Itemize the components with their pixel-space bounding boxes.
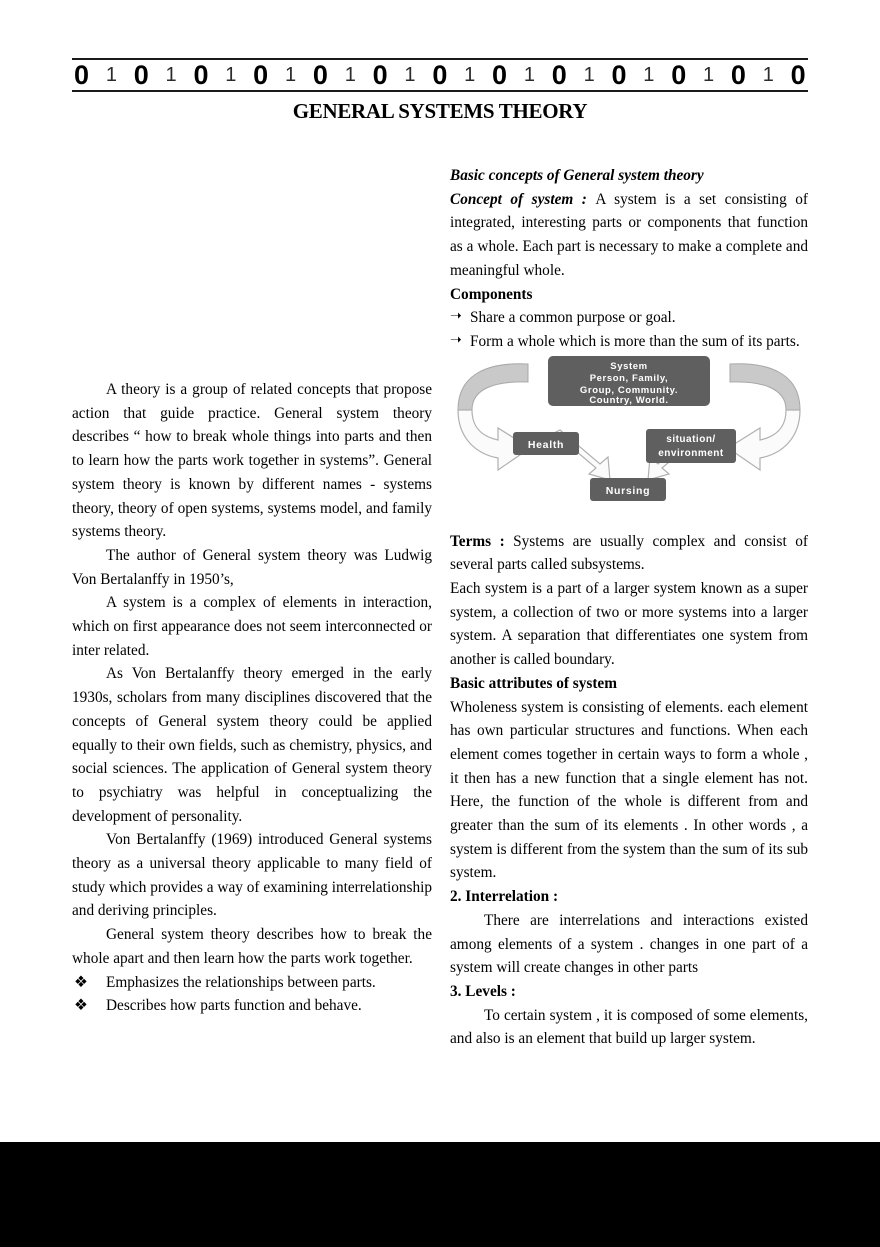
paragraph: To certain system , it is composed of some elements, and also is an element that build up larger system. <box>450 1006 808 1048</box>
paragraph: Wholeness system is consisting of elements. each element has own particular structures and functions. When each element comes together in certain ways to form a whole , it then has a new function that a single element has not. Here, the function of the whole is different from and greater than the sum of its elements . In other words , a system is different from the system than the sum of its sub system. <box>450 698 808 882</box>
bit-zero: 0 <box>730 59 746 90</box>
node-line: situation/ <box>666 434 716 445</box>
bit-zero: 0 <box>74 59 90 90</box>
left-column <box>72 378 432 1018</box>
bit-one: 1 <box>583 64 595 86</box>
diagram-node-health <box>513 432 579 455</box>
section-heading: Basic concepts of General system theory <box>450 167 704 184</box>
bit-zero: 0 <box>253 59 269 90</box>
paragraph: A system is a complex of elements in interaction, which on first appearance does not seem interconnected or inter related. <box>72 594 432 659</box>
node-line: Country, World. <box>589 395 669 406</box>
bit-zero: 0 <box>790 59 806 90</box>
bit-one: 1 <box>344 64 356 86</box>
list-item <box>72 994 432 1018</box>
bit-zero: 0 <box>312 59 328 90</box>
paragraph: A theory is a group of related concepts that propose action that guide practice. General system theory describes “ how to break whole things into parts and then to learn how the parts work together in systems”. General system theory is known by different names - systems theory, theory of open systems, systems model, and family systems theory. <box>72 381 432 541</box>
bit-zero: 0 <box>193 59 209 90</box>
paragraph: There are interrelations and interactions existed among elements of a system . changes in one part of a system will create changes in other parts <box>450 911 808 977</box>
terms-label: Terms : <box>450 532 514 550</box>
bit-one: 1 <box>225 64 237 86</box>
bit-one: 1 <box>762 64 774 86</box>
list-item-label: Form a whole which is more than the sum of its parts. <box>470 332 800 350</box>
bit-zero: 0 <box>372 59 388 90</box>
paragraph: As Von Bertalanffy theory emerged in the early 1930s, scholars from many disciplines discovered that the concepts of General system theory could be applied equally to their own fields, such as chemistry, physics, and social sciences. The application of General system theory to psychiatry was helpful in conceptualizing the development of personality. <box>72 665 432 825</box>
node-line: System <box>610 361 648 372</box>
bit-zero: 0 <box>671 59 687 90</box>
left-bullet-list <box>72 971 432 1018</box>
concept-paragraph <box>450 188 808 283</box>
levels-heading: 3. Levels : <box>450 982 516 1000</box>
page-title: GENERAL SYSTEMS THEORY <box>292 99 588 123</box>
bit-zero: 0 <box>133 59 149 90</box>
diagram-node-system <box>548 356 710 406</box>
bit-one: 1 <box>404 64 416 86</box>
paragraph: Von Bertalanffy (1969) introduced General systems theory as a universal theory applicable to many field of study which provides a way of examining interrelationship and deriving principles. <box>72 831 432 920</box>
list-item <box>450 306 808 330</box>
concept-text: A system is a set consisting of integrated, interesting parts or components that function as a whole. Each part is necessary to make a complete and meaningful whole. <box>450 190 808 279</box>
terms-text: Systems are usually complex and consist of several parts called subsystems. <box>450 532 808 574</box>
curved-arrow-right <box>728 364 800 470</box>
list-item <box>72 971 432 995</box>
diagram-node-nursing <box>590 478 666 501</box>
bit-one: 1 <box>523 64 535 86</box>
components-heading: Components <box>450 285 533 303</box>
system-flow-diagram <box>450 352 808 517</box>
components-bullet-list <box>450 306 808 353</box>
node-line: Person, Family, <box>589 373 669 384</box>
bit-zero: 0 <box>492 59 508 90</box>
diamond-bullet-icon: ❖ <box>74 997 88 1015</box>
bit-one: 1 <box>105 64 117 86</box>
node-line: Group, Community. <box>579 385 679 396</box>
bit-zero: 0 <box>551 59 567 90</box>
node-line: Health <box>527 439 565 451</box>
bit-one: 1 <box>643 64 655 86</box>
bit-one: 1 <box>165 64 177 86</box>
binary-header-band <box>72 58 808 92</box>
diagram-node-situation <box>646 429 736 463</box>
arrow-bullet-icon: ➝ <box>450 309 462 325</box>
arrow-bullet-icon: ➝ <box>450 332 462 348</box>
bottom-black-band <box>0 1142 880 1247</box>
bit-one: 1 <box>703 64 715 86</box>
bit-zero: 0 <box>611 59 627 90</box>
bit-one: 1 <box>464 64 476 86</box>
list-item-label: Describes how parts function and behave. <box>106 997 362 1015</box>
right-column <box>450 164 808 1051</box>
paragraph: Each system is a part of a larger system known as a super system, a collection of two or more systems into a larger system. A separation that differentiates one system from another is called boundary. <box>450 580 808 669</box>
interrelation-heading: 2. Interrelation : <box>450 888 559 906</box>
attributes-heading: Basic attributes of system <box>450 674 617 692</box>
list-item-label: Emphasizes the relationships between parts. <box>106 973 376 991</box>
list-item <box>450 330 808 354</box>
list-item-label: Share a common purpose or goal. <box>470 309 676 327</box>
node-line: Nursing <box>605 485 651 497</box>
terms-paragraph <box>450 530 808 577</box>
bit-zero: 0 <box>432 59 448 90</box>
bit-one: 1 <box>284 64 297 86</box>
paragraph: General system theory describes how to break the whole apart and then learn how the parts work together. <box>72 926 432 967</box>
diamond-bullet-icon: ❖ <box>74 973 88 991</box>
paragraph: The author of General system theory was Ludwig Von Bertalanffy in 1950’s, <box>72 546 432 588</box>
concept-label: Concept of system : <box>450 190 596 208</box>
node-line: environment <box>658 448 724 459</box>
